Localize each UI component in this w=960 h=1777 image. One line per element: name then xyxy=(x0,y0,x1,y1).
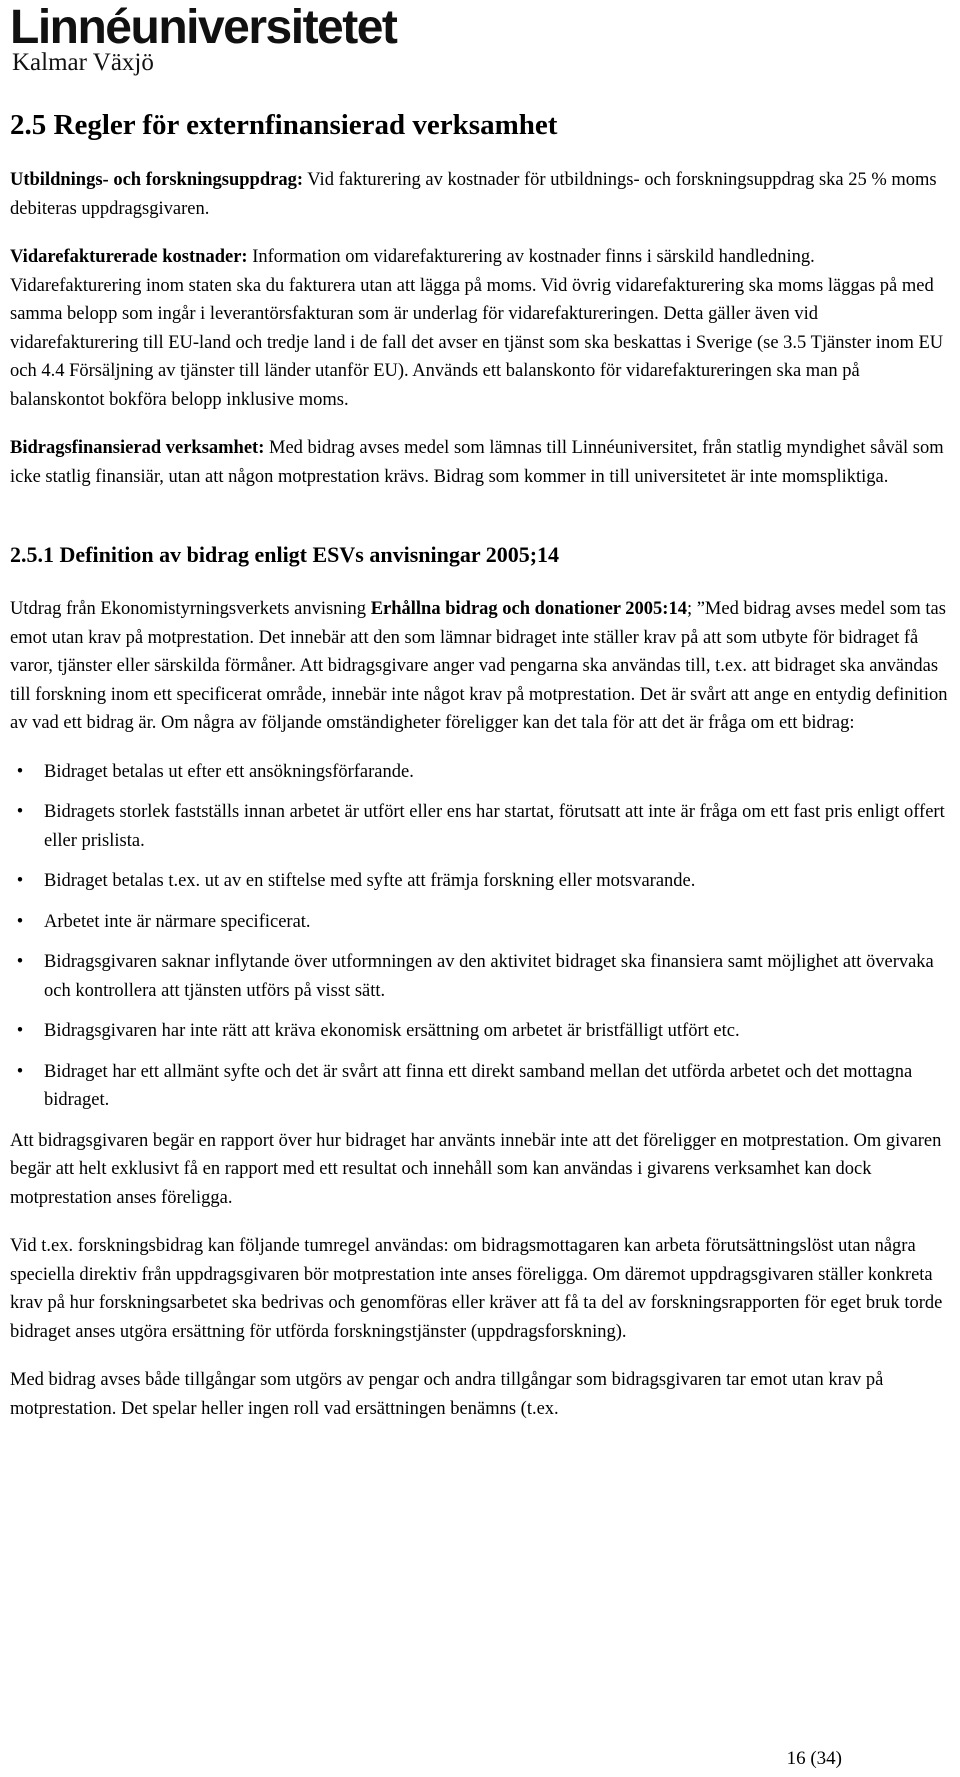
bullet-dot: • xyxy=(16,761,24,782)
paragraph-vidarefakturerade xyxy=(10,243,950,414)
bullet-item xyxy=(10,1017,950,1046)
bullet-dot: • xyxy=(16,1021,24,1041)
bullet-text: Bidragets storlek fastställs innan arbetet är utfört eller ens har startat, förutsatt att inte är fråga om ett fast pris enligt offert eller prislista. xyxy=(44,802,945,851)
bullet-item xyxy=(10,867,950,896)
subsection-title: 2.5.1 Definition av bidrag enligt ESVs anvisningar 2005;14 xyxy=(10,542,560,567)
bullet-dot: • xyxy=(16,802,24,822)
bullet-item xyxy=(10,798,950,855)
paragraph-text: Vid fakturering av kostnader för utbildnings- och forskningsuppdrag ska 25 % moms debiteras uppdragsgivaren. xyxy=(10,170,937,219)
intro-text-after: ; ”Med bidrag avses medel som tas emot utan krav på motprestation. Det innebär att den som lämnar bidraget inte ställer krav på att som utbyte för bidraget få varor, tjänster eller särskilda förmåner. Att bidragsgivare anger vad pengarna ska användas till, t.ex. att bidraget ska användas till forskning inom ett specificerat område, innebär inte något krav på motprestation. Det är svårt att ange en entydig definition av vad ett bidrag är. Om några av följande omständigheter föreligger kan det tala för att det är fråga om ett bidrag: xyxy=(10,599,948,733)
section-spacer xyxy=(10,511,950,541)
bullet-text: Bidraget betalas ut efter ett ansökningsförfarande. xyxy=(44,761,414,782)
section-title: 2.5 Regler för externfinansierad verksamhet xyxy=(10,109,558,141)
paragraph-lead: Utbildnings- och forskningsuppdrag: xyxy=(10,170,304,190)
intro-text-before: Utdrag från Ekonomistyrningsverkets anvisning xyxy=(10,599,371,619)
paragraph-bidragsfinansierad xyxy=(10,434,950,491)
bullet-item xyxy=(10,948,950,1005)
bullet-item xyxy=(10,1058,950,1115)
document-body xyxy=(10,108,950,1443)
bullet-text: Bidraget betalas t.ex. ut av en stiftelse med syfte att främja forskning eller motsvarande. xyxy=(44,871,696,891)
page-number: 16 (34) xyxy=(786,1748,842,1769)
logo-campus-line: Kalmar Växjö xyxy=(12,49,154,76)
university-logo xyxy=(10,2,396,76)
bullet-item xyxy=(10,908,950,937)
paragraph-lead: Vidarefakturerade kostnader: xyxy=(10,247,248,267)
paragraph-text: Information om vidarefakturering av kostnader finns i särskild handledning. Vidarefakturering inom staten ska du fakturera utan att lägga på moms. Vid övrig vidarefakturering ska moms läggas på med samma belopp som ingår i leverantörsfakturan som är underlag för vidarefaktureringen. Detta gäller även vid vidarefakturering till EU-land och tredje land i de fall det avser en tjänst som ska beskattas i Sverige (se 3.5 Tjänster inom EU och 4.4 Försäljning av tjänster till länder utanför EU). Används ett balanskonto för vidarefaktureringen ska man på balanskontot bokföra belopp inklusive moms. xyxy=(10,247,944,410)
bullet-text: Arbetet inte är närmare specificerat. xyxy=(44,911,311,932)
criteria-bullet-list xyxy=(10,758,950,1115)
paragraph-utbildningsuppdrag xyxy=(10,166,950,223)
paragraph-forskningsbidrag: Vid t.ex. forskningsbidrag kan följande tumregel användas: om bidragsmottagaren kan arbeta förutsättningslöst utan några speciella direktiv från uppdragsgivaren bör motprestation inte anses föreligga. Om däremot uppdragsgivaren ställer konkreta krav på hur forskningsarbetet ska bedrivas och genomföras eller kräver att få ta del av forskningsrapporten för eget bruk torde bidraget anses utgöra ersättning för utförda forskningstjänster (uppdragsforskning). xyxy=(10,1236,943,1342)
paragraph-rapport: Att bidragsgivaren begär en rapport över hur bidraget har använts innebär inte att det föreligger en motprestation. Om givaren begär att helt exklusivt få en rapport med ett resultat och innehåll som kan användas i givarens verksamhet kan dock motprestation anses föreligga. xyxy=(10,1130,942,1208)
logo-wordmark: Linnéuniversitetet xyxy=(10,1,397,54)
bullet-dot: • xyxy=(16,911,24,932)
bullet-item xyxy=(10,758,950,787)
bullet-dot: • xyxy=(16,952,24,972)
bullet-text: Bidragsgivaren har inte rätt att kräva ekonomisk ersättning om arbetet är bristfälligt utfört etc. xyxy=(44,1021,740,1041)
bullet-dot: • xyxy=(16,1061,24,1082)
paragraph-tillgangar: Med bidrag avses både tillgångar som utgörs av pengar och andra tillgångar som bidragsgivaren tar emot utan krav på motprestation. Det spelar heller ingen roll vad ersättningen benämns (t.ex. xyxy=(10,1370,884,1419)
paragraph-esv-intro xyxy=(10,595,950,738)
paragraph-lead: Bidragsfinansierad verksamhet: xyxy=(10,438,265,458)
paragraph-text: Med bidrag avses medel som lämnas till Linnéuniversitet, från statlig myndighet såväl som icke statlig finansiär, utan att någon motprestation krävs. Bidrag som kommer in till universitetet är inte momspliktiga. xyxy=(10,438,944,487)
bullet-text: Bidragsgivaren saknar inflytande över utformningen av den aktivitet bidraget ska finansiera samt möjlighet att övervaka och kontrollera att tjänsten utförs på visst sätt. xyxy=(44,952,934,1001)
intro-document-title: Erhållna bidrag och donationer 2005:14 xyxy=(370,599,687,619)
bullet-text: Bidraget har ett allmänt syfte och det är svårt att finna ett direkt samband mellan det utförda arbetet och det mottagna bidraget. xyxy=(44,1061,913,1110)
bullet-dot: • xyxy=(16,871,24,891)
